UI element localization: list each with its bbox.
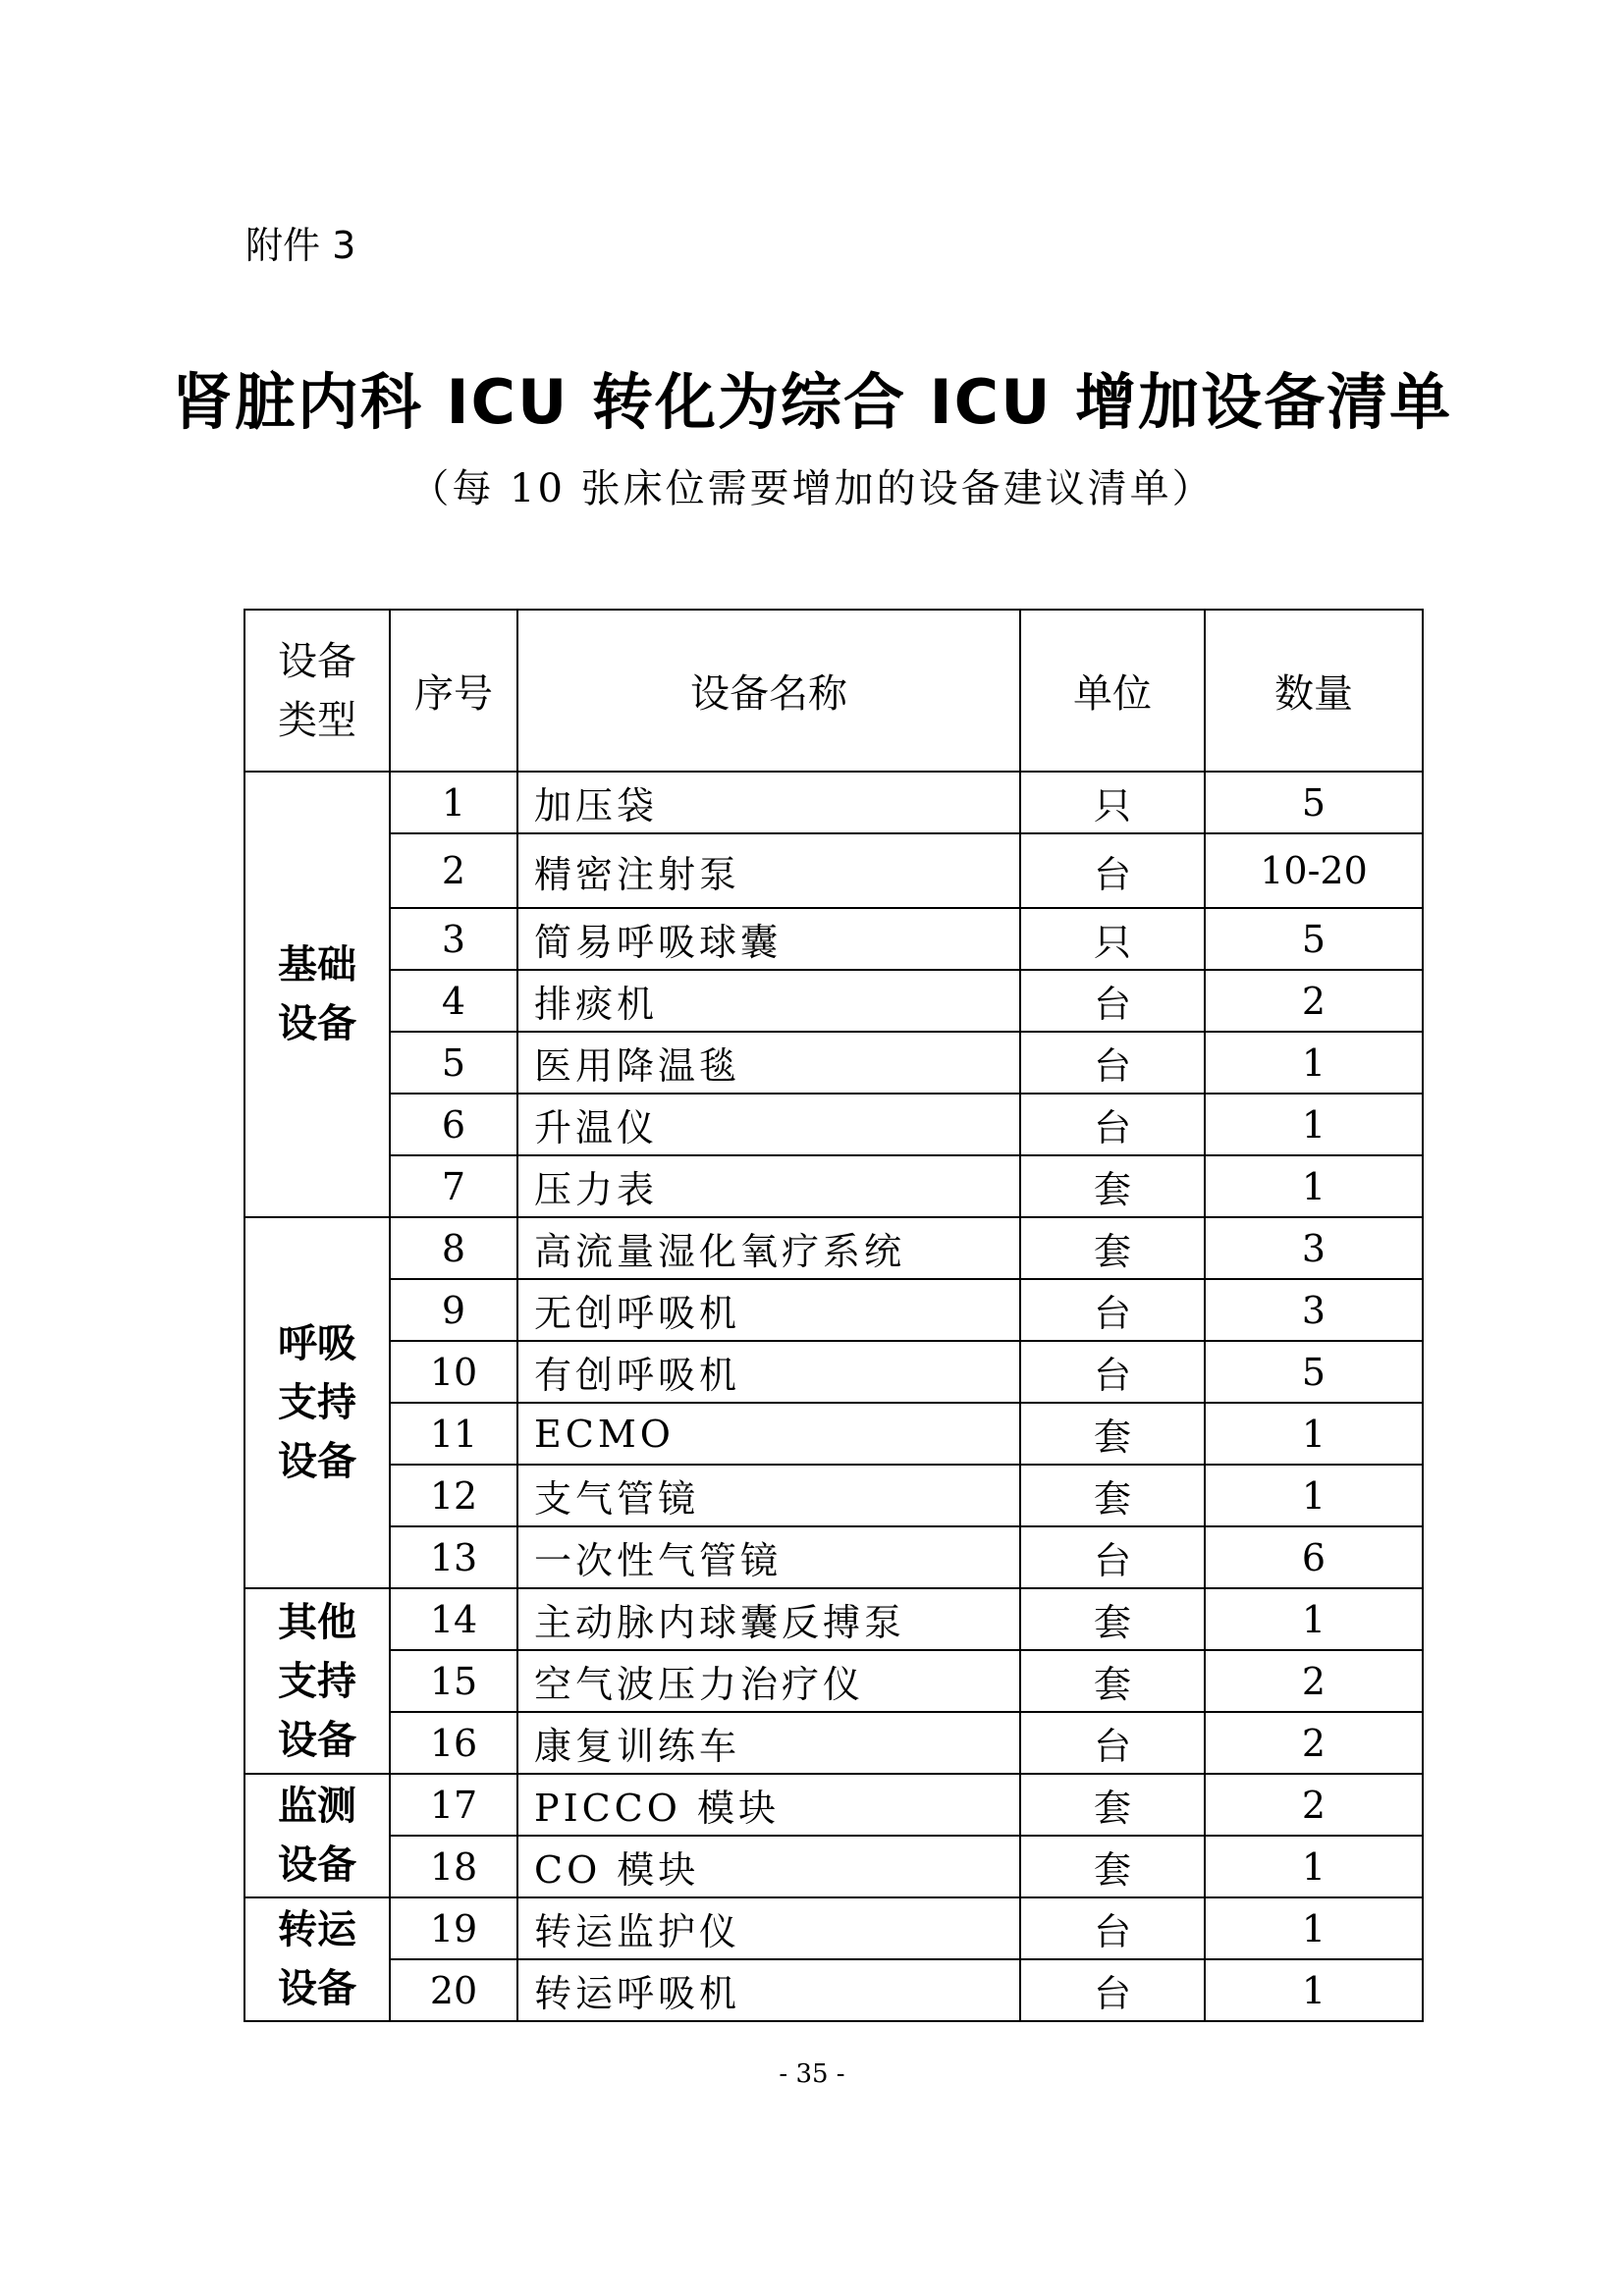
name-cell: 一次性气管镜: [517, 1526, 1020, 1588]
document-title: 肾脏内科 ICU 转化为综合 ICU 增加设备清单: [171, 366, 1453, 438]
group-type-respiratory: [244, 1217, 390, 1588]
seq-cell: 18: [390, 1836, 517, 1897]
seq-cell: 17: [390, 1774, 517, 1836]
qty-cell: 2: [1205, 1712, 1423, 1774]
name-cell: 升温仪: [517, 1094, 1020, 1155]
seq-cell: 15: [390, 1650, 517, 1712]
qty-cell: 1: [1205, 1155, 1423, 1217]
group-line: 呼吸: [278, 1321, 356, 1366]
seq-cell: 1: [390, 772, 517, 833]
header-type-line2: 类型: [278, 697, 356, 743]
qty-cell: 1: [1205, 1836, 1423, 1897]
unit-cell: 台: [1020, 970, 1205, 1032]
name-cell: 有创呼吸机: [517, 1341, 1020, 1403]
unit-cell: 套: [1020, 1403, 1205, 1465]
table-row: [244, 1403, 1423, 1465]
table-row: [244, 908, 1423, 970]
table-row: [244, 1588, 1423, 1650]
unit-cell: 套: [1020, 1588, 1205, 1650]
name-cell: 精密注射泵: [517, 833, 1020, 908]
group-line: 监测: [278, 1784, 356, 1829]
unit-cell: 台: [1020, 1959, 1205, 2021]
table-row: [244, 1712, 1423, 1774]
seq-cell: 6: [390, 1094, 517, 1155]
group-line: 其他: [278, 1599, 356, 1645]
qty-cell: 6: [1205, 1526, 1423, 1588]
qty-cell: 2: [1205, 1650, 1423, 1712]
seq-cell: 19: [390, 1897, 517, 1959]
table-row: [244, 833, 1423, 908]
unit-cell: 套: [1020, 1465, 1205, 1526]
qty-cell: 3: [1205, 1217, 1423, 1279]
qty-cell: 1: [1205, 1588, 1423, 1650]
table-row: [244, 1836, 1423, 1897]
equipment-table: [244, 609, 1424, 2022]
group-type-monitoring: [244, 1774, 390, 1897]
name-cell: 高流量湿化氧疗系统: [517, 1217, 1020, 1279]
seq-cell: 2: [390, 833, 517, 908]
table-header-row: [244, 610, 1423, 772]
seq-cell: 12: [390, 1465, 517, 1526]
name-cell: ECMO: [517, 1403, 1020, 1465]
unit-cell: 套: [1020, 1650, 1205, 1712]
group-type-other-support: [244, 1588, 390, 1774]
header-quantity: 数量: [1205, 610, 1423, 772]
name-cell: 转运呼吸机: [517, 1959, 1020, 2021]
seq-cell: 16: [390, 1712, 517, 1774]
group-line: 设备: [278, 1842, 356, 1888]
name-cell: 转运监护仪: [517, 1897, 1020, 1959]
table-row: [244, 1465, 1423, 1526]
name-cell: 主动脉内球囊反搏泵: [517, 1588, 1020, 1650]
qty-cell: 1: [1205, 1897, 1423, 1959]
group-line: 设备: [278, 1439, 356, 1484]
qty-cell: 1: [1205, 1032, 1423, 1094]
name-cell: 压力表: [517, 1155, 1020, 1217]
table-row: [244, 1094, 1423, 1155]
unit-cell: 套: [1020, 1155, 1205, 1217]
unit-cell: 套: [1020, 1836, 1205, 1897]
table-row: [244, 970, 1423, 1032]
group-line: 基础: [278, 942, 356, 988]
seq-cell: 8: [390, 1217, 517, 1279]
page-number: - 35 -: [779, 2059, 845, 2089]
table-row: [244, 1650, 1423, 1712]
group-type-basic: [244, 772, 390, 1217]
table-row: [244, 1897, 1423, 1959]
table-row: [244, 1959, 1423, 2021]
qty-cell: 5: [1205, 908, 1423, 970]
name-cell: CO 模块: [517, 1836, 1020, 1897]
unit-cell: 台: [1020, 1094, 1205, 1155]
unit-cell: 台: [1020, 1279, 1205, 1341]
attachment-label: 附件 3: [245, 224, 356, 267]
qty-cell: 2: [1205, 1774, 1423, 1836]
name-cell: 无创呼吸机: [517, 1279, 1020, 1341]
group-line: 设备: [278, 1001, 356, 1046]
name-cell: 康复训练车: [517, 1712, 1020, 1774]
unit-cell: 台: [1020, 1712, 1205, 1774]
document-subtitle: （每 10 张床位需要增加的设备建议清单）: [409, 466, 1215, 511]
seq-cell: 5: [390, 1032, 517, 1094]
qty-cell: 5: [1205, 772, 1423, 833]
name-cell: 支气管镜: [517, 1465, 1020, 1526]
seq-cell: 9: [390, 1279, 517, 1341]
header-type-line1: 设备: [278, 638, 356, 684]
unit-cell: 套: [1020, 1774, 1205, 1836]
seq-cell: 10: [390, 1341, 517, 1403]
qty-cell: 5: [1205, 1341, 1423, 1403]
header-equipment-type: [244, 610, 390, 772]
seq-cell: 13: [390, 1526, 517, 1588]
group-line: 支持: [278, 1380, 356, 1425]
table-row: [244, 772, 1423, 833]
qty-cell: 10-20: [1205, 833, 1423, 908]
name-cell: 空气波压力治疗仪: [517, 1650, 1020, 1712]
unit-cell: 台: [1020, 1897, 1205, 1959]
group-line: 支持: [278, 1658, 356, 1704]
unit-cell: 套: [1020, 1217, 1205, 1279]
qty-cell: 1: [1205, 1465, 1423, 1526]
qty-cell: 1: [1205, 1959, 1423, 2021]
unit-cell: 只: [1020, 908, 1205, 970]
name-cell: 简易呼吸球囊: [517, 908, 1020, 970]
name-cell: 排痰机: [517, 970, 1020, 1032]
table-row: [244, 1341, 1423, 1403]
unit-cell: 台: [1020, 1341, 1205, 1403]
name-cell: PICCO 模块: [517, 1774, 1020, 1836]
name-cell: 医用降温毯: [517, 1032, 1020, 1094]
seq-cell: 4: [390, 970, 517, 1032]
qty-cell: 1: [1205, 1403, 1423, 1465]
table-row: [244, 1774, 1423, 1836]
unit-cell: 只: [1020, 772, 1205, 833]
unit-cell: 台: [1020, 1526, 1205, 1588]
qty-cell: 1: [1205, 1094, 1423, 1155]
group-line: 转运: [278, 1907, 356, 1952]
seq-cell: 3: [390, 908, 517, 970]
table-row: [244, 1279, 1423, 1341]
unit-cell: 台: [1020, 833, 1205, 908]
table-row: [244, 1032, 1423, 1094]
table-row: [244, 1526, 1423, 1588]
group-line: 设备: [278, 1717, 356, 1763]
group-type-transport: [244, 1897, 390, 2021]
qty-cell: 2: [1205, 970, 1423, 1032]
qty-cell: 3: [1205, 1279, 1423, 1341]
unit-cell: 台: [1020, 1032, 1205, 1094]
header-name: 设备名称: [517, 610, 1020, 772]
seq-cell: 14: [390, 1588, 517, 1650]
header-unit: 单位: [1020, 610, 1205, 772]
name-cell: 加压袋: [517, 772, 1020, 833]
header-seq: 序号: [390, 610, 517, 772]
seq-cell: 20: [390, 1959, 517, 2021]
table-row: [244, 1155, 1423, 1217]
seq-cell: 11: [390, 1403, 517, 1465]
seq-cell: 7: [390, 1155, 517, 1217]
group-line: 设备: [278, 1966, 356, 2011]
table-row: [244, 1217, 1423, 1279]
